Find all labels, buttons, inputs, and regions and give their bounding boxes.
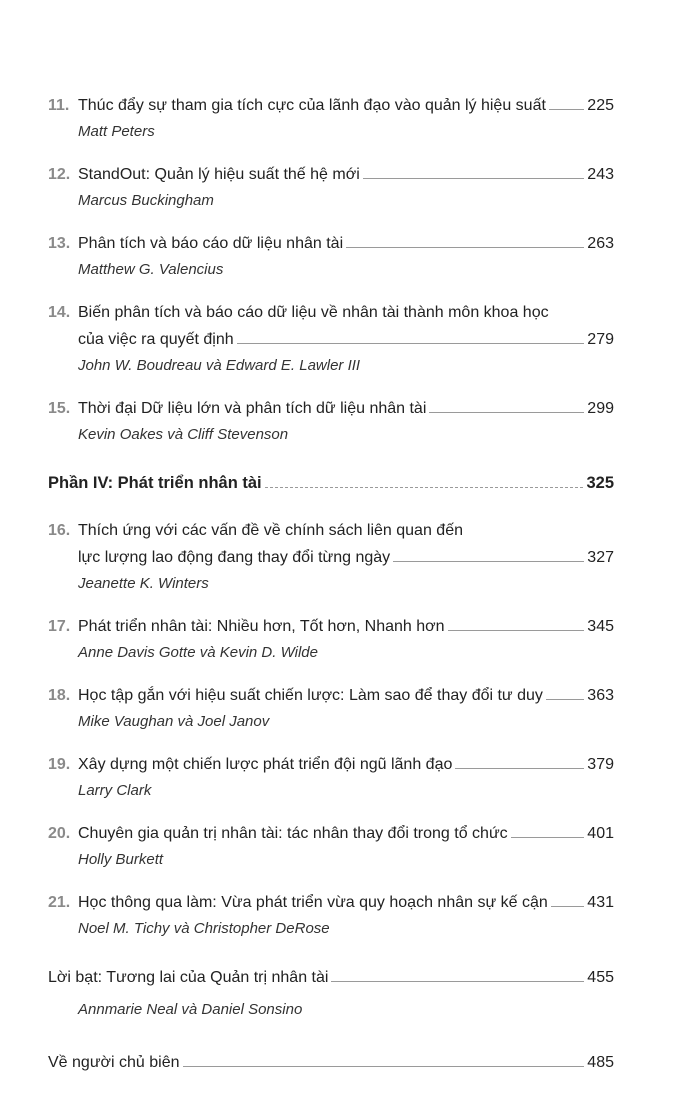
toc-afterword [48, 964, 614, 1023]
entry-title: Học tập gắn với hiệu suất chiến lược: Làm sao để thay đổi tư duy [78, 687, 543, 704]
entry-title-line1: Thích ứng với các vấn đề về chính sách liên quan đến [78, 522, 463, 539]
table-of-contents [48, 92, 614, 1092]
leader-line [393, 560, 584, 562]
entry-author: Holly Burkett [78, 851, 164, 868]
entry-title: Thời đại Dữ liệu lớn và phân tích dữ liệu nhân tài [78, 400, 427, 417]
entry-number: 19. [48, 756, 71, 773]
entry-author: Marcus Buckingham [78, 192, 214, 209]
afterword-title: Lời bạt: Tương lai của Quản trị nhân tài [48, 969, 329, 986]
entry-page: 379 [587, 756, 614, 773]
toc-entry-11 [48, 92, 614, 145]
entry-number: 18. [48, 687, 71, 704]
toc-entry-16 [48, 517, 614, 597]
entry-author: Larry Clark [78, 782, 152, 799]
entry-author: Noel M. Tichy và Christopher DeRose [78, 920, 330, 937]
leader-line [237, 342, 585, 344]
afterword-page: 455 [587, 969, 614, 986]
entry-number: 17. [48, 618, 71, 635]
part-page: 325 [586, 474, 614, 492]
entry-author: John W. Boudreau và Edward E. Lawler III [78, 357, 361, 374]
entry-author: Matt Peters [78, 123, 155, 140]
leader-line [448, 629, 585, 631]
leader-line [183, 1065, 585, 1067]
entry-author: Matthew G. Valencius [78, 261, 224, 278]
entry-number: 15. [48, 400, 71, 417]
entry-number: 21. [48, 894, 71, 911]
entry-number: 20. [48, 825, 71, 842]
toc-part-heading [48, 470, 614, 497]
toc-entry-20 [48, 820, 614, 873]
leader-line [429, 411, 584, 413]
entry-page: 243 [587, 166, 614, 183]
entry-number: 16. [48, 522, 71, 539]
entry-title-line1: Biến phân tích và báo cáo dữ liệu về nhân tài thành môn khoa học [78, 304, 549, 321]
entry-author: Mike Vaughan và Joel Janov [78, 713, 270, 730]
entry-page: 225 [587, 97, 614, 114]
entry-title: Học thông qua làm: Vừa phát triển vừa quy hoạch nhân sự kế cận [78, 894, 548, 911]
entry-title: Chuyên gia quản trị nhân tài: tác nhân thay đổi trong tổ chức [78, 825, 508, 842]
entry-title: Thúc đẩy sự tham gia tích cực của lãnh đạo vào quản lý hiệu suất [78, 97, 546, 114]
entry-page: 299 [587, 400, 614, 417]
afterword-author: Annmarie Neal và Daniel Sonsino [78, 1001, 303, 1018]
entry-number: 11. [48, 97, 70, 114]
entry-page: 327 [587, 549, 614, 566]
toc-entry-21 [48, 889, 614, 942]
toc-entry-18 [48, 682, 614, 735]
leader-line [551, 905, 585, 907]
entry-title: của việc ra quyết định [78, 331, 234, 348]
entry-author: Anne Davis Gotte và Kevin D. Wilde [78, 644, 318, 661]
entry-title: Phân tích và báo cáo dữ liệu nhân tài [78, 235, 344, 252]
entry-author: Jeanette K. Winters [78, 575, 209, 592]
entry-number: 12. [48, 166, 71, 183]
leader-line [265, 486, 584, 488]
entry-page: 363 [587, 687, 614, 704]
entry-page: 263 [587, 235, 614, 252]
entry-number: 13. [48, 235, 71, 252]
entry-title: StandOut: Quản lý hiệu suất thế hệ mới [78, 166, 360, 183]
entry-page: 401 [587, 825, 614, 842]
part-title: Phần IV: Phát triển nhân tài [48, 474, 262, 492]
toc-entry-17 [48, 613, 614, 666]
entry-page: 279 [587, 331, 614, 348]
entry-page: 345 [587, 618, 614, 635]
about-page: 485 [587, 1054, 614, 1071]
toc-entry-19 [48, 751, 614, 804]
toc-about-editor [48, 1049, 614, 1076]
entry-author: Kevin Oakes và Cliff Stevenson [78, 426, 289, 443]
leader-line [455, 767, 584, 769]
entry-number: 14. [48, 304, 71, 321]
toc-entry-12 [48, 161, 614, 214]
toc-entry-15 [48, 395, 614, 448]
entry-page: 431 [587, 894, 614, 911]
entry-title: Xây dựng một chiến lược phát triển đội ngũ lãnh đạo [78, 756, 453, 773]
entry-title: lực lượng lao động đang thay đổi từng ngày [78, 549, 391, 566]
leader-line [511, 836, 585, 838]
leader-line [346, 246, 584, 248]
toc-entry-14 [48, 299, 614, 379]
leader-line [363, 177, 585, 179]
leader-line [546, 698, 584, 700]
leader-line [331, 980, 584, 982]
toc-entry-13 [48, 230, 614, 283]
leader-line [549, 108, 584, 110]
entry-title: Phát triển nhân tài: Nhiều hơn, Tốt hơn, Nhanh hơn [78, 618, 445, 635]
about-title: Về người chủ biên [48, 1054, 180, 1071]
